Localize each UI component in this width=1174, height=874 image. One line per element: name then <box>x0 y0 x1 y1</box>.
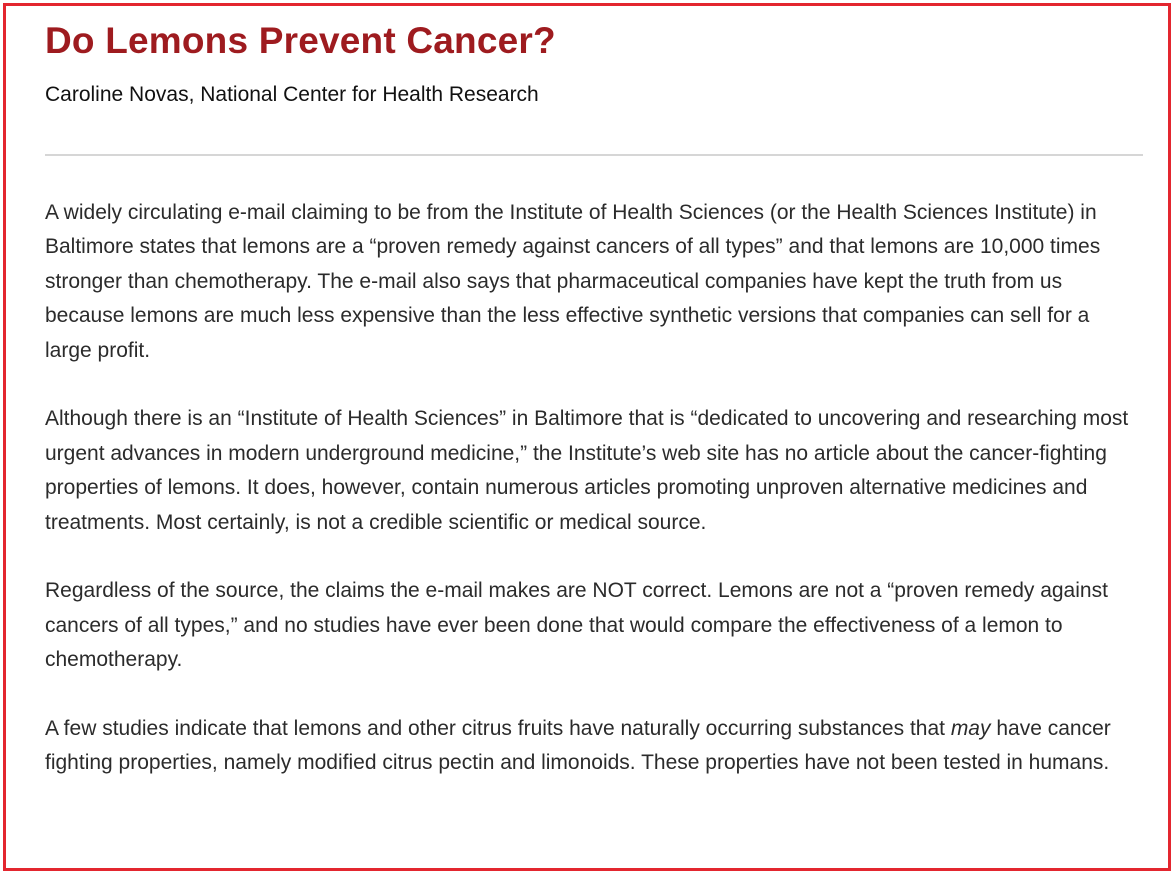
paragraph-2: Although there is an “Institute of Health Sciences” in Baltimore that is “dedicated to uncovering and researching most urgent advances in modern underground medicine,” the Institute’s web site has no article about the cancer-fighting properties of lemons. It does, however, contain numerous articles promoting unproven alternative medicines and treatments. Most certainly, is not a credible scientific or medical source. <box>45 407 1129 534</box>
article-title: Do Lemons Prevent Cancer? <box>45 20 556 61</box>
divider <box>45 154 1143 156</box>
paragraph-4-end: have cancer fighting properties, namely modified citrus pectin and limonoids. These properties have not been tested in humans. <box>45 717 1111 775</box>
paragraph-4-start: A few studies indicate that lemons and other citrus fruits have naturally occurring substances that <box>45 717 951 741</box>
paragraph-1: A widely circulating e-mail claiming to be from the Institute of Health Sciences (or the Health Sciences Institute) in Baltimore states that lemons are a “proven remedy against cancers of all types” and that lemons are 10,000 times stronger than chemotherapy. The e-mail also says that pharmaceutical companies have kept the truth from us because lemons are much less expensive than the less effective synthetic versions that companies can sell for a large profit. <box>45 201 1101 362</box>
article-byline: Caroline Novas, National Center for Health Research <box>45 83 539 106</box>
paragraph-3: Regardless of the source, the claims the e-mail makes are NOT correct. Lemons are not a “proven remedy against cancers of all types,” and no studies have ever been done that would compare the effectiveness of a lemon to chemotherapy. <box>45 579 1108 672</box>
paragraph-4 <box>45 712 1135 781</box>
paragraph-4-emphasis: may <box>950 717 991 741</box>
article-body <box>45 196 1135 781</box>
article-frame <box>3 3 1171 871</box>
